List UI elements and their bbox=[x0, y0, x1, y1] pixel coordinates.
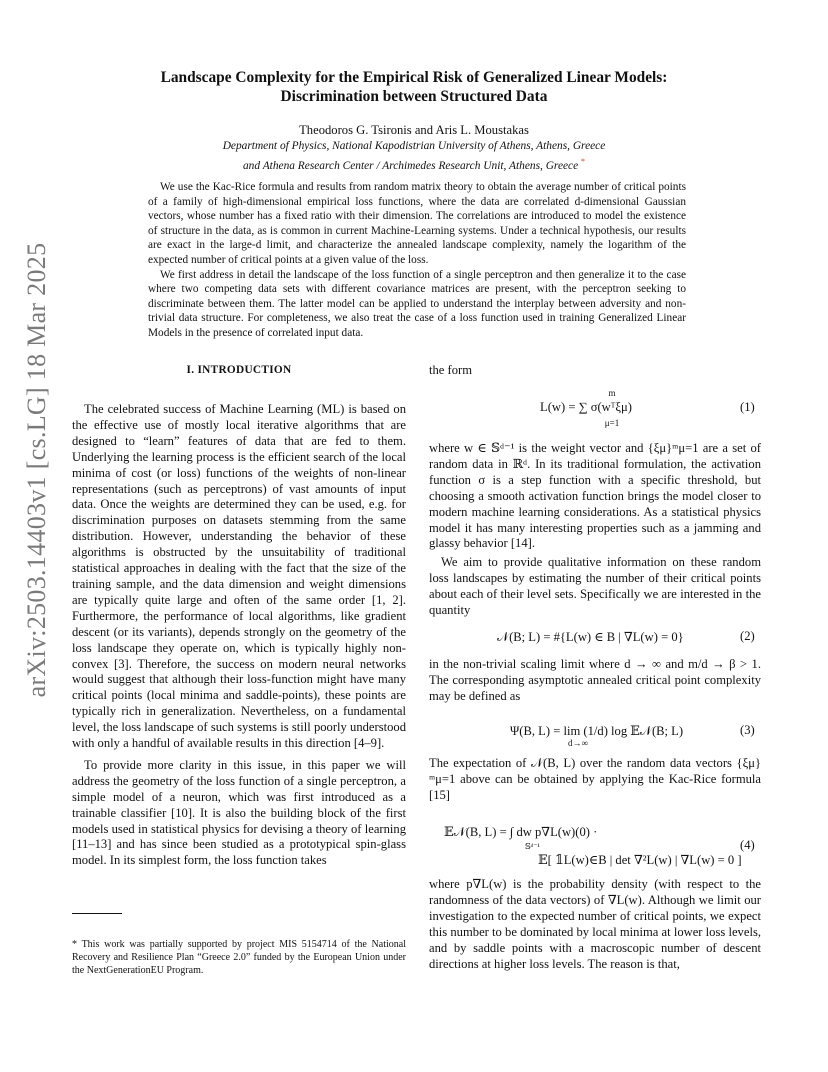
right-para-4-text: The expectation of 𝒩(B, L) over the random data vectors {ξμ}ᵐμ=1 above can be obtained by applying the Kac-Rice formula [15] bbox=[429, 756, 761, 802]
eq1-body: L(w) = ∑ σ(wᵀξμ) bbox=[540, 400, 632, 414]
right-paragraph-3 bbox=[429, 657, 761, 705]
footnote-mark[interactable]: * bbox=[581, 157, 586, 166]
eq4-integral-domain: 𝕊ᵈ⁻¹ bbox=[525, 842, 540, 851]
equation-2: 𝒩(B; L) = #{L(w) ∈ B | ∇L(w) = 0} bbox=[497, 630, 684, 644]
arxiv-stamp bbox=[22, 242, 52, 698]
arxiv-stamp-text: arXiv:2503.14403v1 [cs.LG] 18 Mar 2025 bbox=[22, 242, 51, 698]
abstract bbox=[148, 180, 686, 341]
footnote-rule bbox=[72, 913, 122, 914]
equation-3: Ψ(B, L) = lim (1/d) log 𝔼𝒩(B; L) bbox=[510, 724, 684, 738]
equation-2-number: (2) bbox=[740, 629, 755, 643]
equation-4-line-1: 𝔼𝒩(B, L) = ∫ dw p∇L(w)(0) · bbox=[444, 825, 598, 839]
authors: Theodoros G. Tsironis and Aris L. Moustakas bbox=[299, 123, 529, 137]
footnote: * This work was partially supported by project MIS 5154714 of the National Recovery and Resilience Plan “Greece 2.0” funded by the European Union under the NextGenerationEU Program. bbox=[72, 939, 406, 976]
paper-title bbox=[100, 68, 728, 106]
affiliation bbox=[100, 139, 728, 174]
left-column bbox=[72, 402, 406, 869]
right-column-intro bbox=[429, 363, 761, 379]
title-line-2: Discrimination between Structured Data bbox=[280, 88, 548, 105]
abstract-paragraph-2: We first address in detail the landscape of the loss function of a single perceptron and then generalize it to the case where two competing data sets with different covariance matrices are present, with the perceptron seeking to discriminate between them. The latter model can be applied to understand the interplay between adversity and non-trivial data structure. For completeness, we also treat the case of a loss function used in training Generalized Linear Models in the presence of correlated input data. bbox=[148, 268, 686, 339]
equation-1-number: (1) bbox=[740, 400, 755, 414]
intro-paragraph-1: The celebrated success of Machine Learning (ML) is based on the effective use of mostly local iterative algorithms that are designed to “learn” features of data that are fed to them. Underlying the learning process is the efficient search of the local minima of cost (or loss) functions of the weights of non-linear representations (such as perceptrons) of vast amounts of input data. Once the weights are determined they can be used, e.g. for discrimination purposes on datasets stemming from the same distribution. However, understanding the behavior of these algorithms is obstructed by the unsuitability of traditional statistical approaches in dealing with the fact that the size of the training sample, and the data dimension and weight dimensions are typically quite large and often of the same order [1, 2]. Furthermore, the performance of local algorithms, like gradient descent (or its variants), depends strongly on the geometry of the loss landscape they operate on, which is typically highly non-convex [3]. Therefore, the success on modern neural networks would suggest that although their loss-function might have many critical points (local minima and saddle-points), these points are typically rich in generalization. Nevertheless, on a fundamental level, the loss landscape of such systems is still poorly understood with only a handful of available results in this direction [4–9]. bbox=[72, 402, 406, 751]
equation-3-number: (3) bbox=[740, 723, 755, 737]
affiliation-line-2-text: and Athena Research Center / Archimedes Research Unit, Athens, Greece bbox=[242, 159, 579, 172]
right-paragraph-4 bbox=[429, 756, 761, 804]
right-para-1-text: where w ∈ 𝕊ᵈ⁻¹ is the weight vector and {ξμ}ᵐμ=1 are a set of random data in ℝᵈ. In its traditional formulation, the activation function σ is a step function with a specific threshold, but choosing a smooth activation function brings the model closer to modern machine learning considerations. As a statistical physics model it has many interesting properties such as a jamming and glassy behavior [14]. bbox=[429, 441, 761, 551]
right-paragraph-1 bbox=[429, 441, 761, 552]
right-para-3-text: in the non-trivial scaling limit where d → ∞ and m/d → β > 1. The corresponding asymptotic annealed critical point complexity may be defined as bbox=[429, 657, 761, 703]
affiliation-line-1: Department of Physics, National Kapodistrian University of Athens, Athens, Greece bbox=[222, 140, 606, 152]
eq1-sum-bottom: μ=1 bbox=[604, 418, 620, 428]
eq1-sum-top: m bbox=[608, 388, 616, 398]
right-para-2-text: We aim to provide qualitative information on these random loss landscapes by estimating the number of their critical points about each of their level sets. Specifically we are interested in the quantity bbox=[429, 555, 761, 617]
section-heading: I. INTRODUCTION bbox=[186, 364, 292, 376]
equation-4-number: (4) bbox=[740, 838, 755, 852]
right-intro-text: the form bbox=[429, 363, 473, 377]
eq3-limit-sub: d→∞ bbox=[568, 738, 588, 748]
right-paragraph-2 bbox=[429, 555, 761, 619]
title-line-1: Landscape Complexity for the Empirical Risk of Generalized Linear Models: bbox=[160, 69, 668, 86]
right-paragraph-5 bbox=[429, 877, 761, 972]
intro-paragraph-2: To provide more clarity in this issue, in this paper we will address the geometry of the loss function of a single perceptron, a simple model of a neuron, which was first introduced as a trainable classifier [10]. It is also the building block of the first models used in statistical physics for devising a theory of learning [11–13] and has since been studied as a prototypical spin-glass model. In its simplest form, the loss function takes bbox=[72, 757, 406, 868]
equation-1 bbox=[540, 388, 720, 438]
abstract-paragraph-1: We use the Kac-Rice formula and results from random matrix theory to obtain the average number of critical points of a family of high-dimensional empirical loss functions, where the data are correlated d-dimensional Gaussian vectors, whose number has a fixed ratio with their dimension. The correlations are introduced to model the existence of structure in the data, as is common in current Machine-Learning systems. Under a technical hypothesis, our results are exact in the large-d limit, and characterize the annealed landscape complexity, namely the logarithm of the expected number of critical points at a given value of the loss. bbox=[148, 181, 686, 266]
affiliation-line-2 bbox=[100, 154, 728, 174]
right-para-5-text: where p∇L(w) is the probability density (with respect to the randomness of the data vectors) of ∇L(w). Although we limit our investigation to the expected number of critical points, we expect this number to be dominated by local minima at lower loss levels, and by saddle points with a macroscopic number of descent directions at higher loss levels. The reason is that, bbox=[429, 877, 761, 971]
equation-4-line-2: 𝔼[ 𝟙L(w)∈B | det ∇²L(w) | ∇L(w) = 0 ] bbox=[538, 853, 742, 867]
